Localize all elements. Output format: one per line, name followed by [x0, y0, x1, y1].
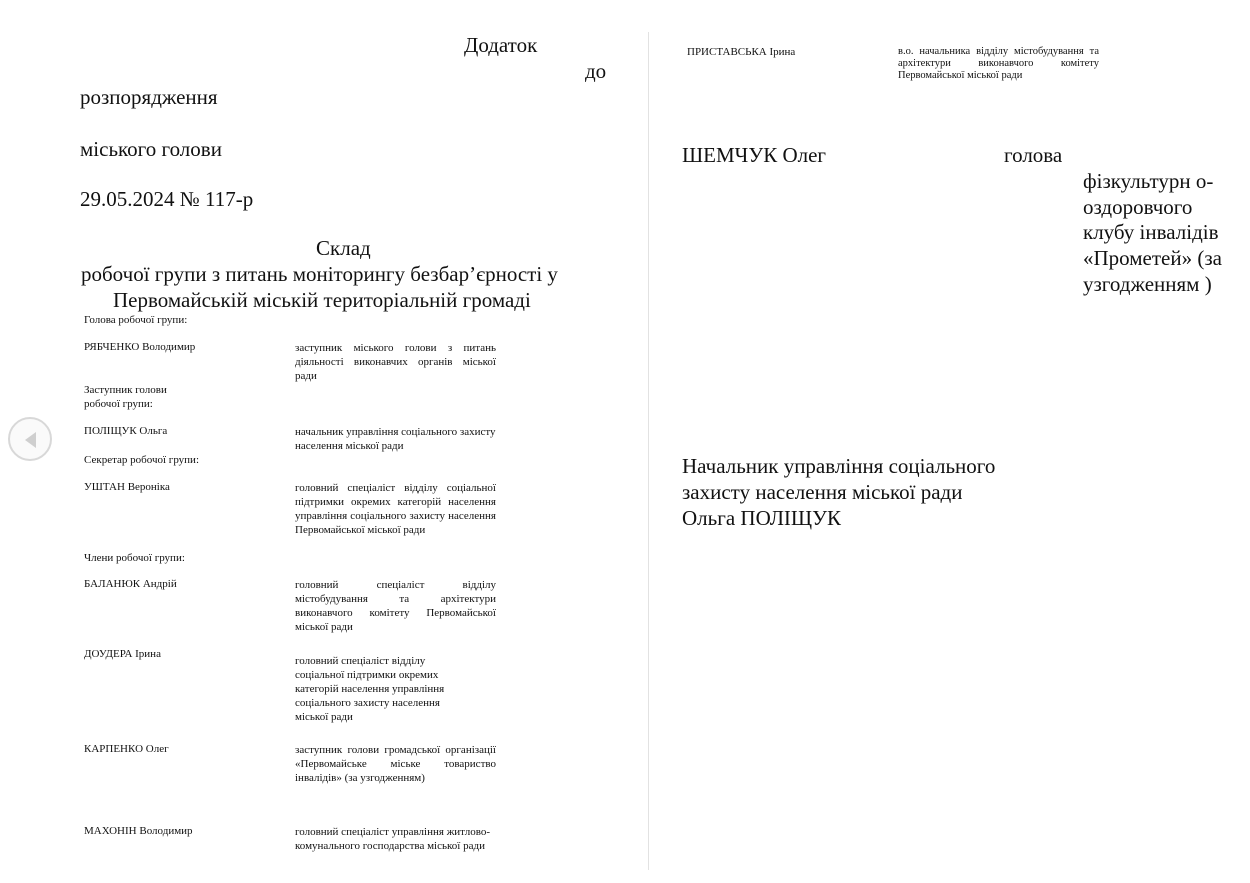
signature-line-1: Начальник управління соціального	[682, 454, 996, 478]
doc-title: Склад	[316, 236, 371, 260]
member-name: МАХОНІН Володимир	[84, 825, 193, 837]
addendum-label: Додаток	[464, 33, 538, 57]
mayor-label: міського голови	[80, 137, 222, 161]
doc-subtitle-2: Первомайській міській територіальній громаді	[113, 288, 531, 312]
member-name: БАЛАНЮК Андрій	[84, 578, 177, 590]
member-name: ДОУДЕРА Ірина	[84, 648, 161, 660]
section-deputy-1: Заступник голови	[84, 384, 167, 396]
member-position-large-first: голова	[1004, 143, 1063, 167]
member-position: заступник голови громадської організації «Первомайське міське товариство інвалідів» (за узгодженням)	[295, 744, 496, 784]
member-name: УШТАН Вероніка	[84, 481, 170, 493]
member-position: головний спеціаліст відділу містобудування та архітектури виконавчого комітету Первомайської міської ради	[295, 579, 496, 633]
signature-line-2: захисту населення міської ради	[682, 480, 963, 504]
member-position-large: фізкультурн о- оздоровчого клубу інвалідів «Прометей» (за узгодженням )	[1083, 169, 1222, 296]
doc-subtitle-1: робочої групи з питань моніторингу безбар’єрності у	[81, 262, 558, 286]
member-position: головний спеціаліст відділу соціальної підтримки окремих категорій населення управління соціального захисту населення міської ради	[295, 655, 445, 723]
member-position: заступник міського голови з питань діяльності виконавчих органів міської ради	[295, 342, 496, 382]
member-position: в.о. начальника відділу містобудування та архітектури виконавчого комітету Первомайської міської ради	[898, 46, 1099, 81]
member-name-large: ШЕМЧУК Олег	[682, 143, 827, 167]
section-secretary: Секретар робочої групи:	[84, 454, 200, 466]
section-deputy-2: робочої групи:	[84, 398, 153, 410]
member-position: начальник управління соціального захисту населення міської ради	[295, 426, 496, 452]
signature-name: Ольга ПОЛІЩУК	[682, 506, 841, 530]
section-members: Члени робочої групи:	[84, 552, 185, 564]
page-divider	[648, 32, 649, 870]
member-name: ПОЛІЩУК Ольга	[84, 425, 168, 437]
member-name: РЯБЧЕНКО Володимир	[84, 341, 196, 353]
member-name: КАРПЕНКО Олег	[84, 743, 169, 755]
previous-page-button[interactable]	[8, 417, 52, 461]
section-head: Голова робочої групи:	[84, 314, 188, 326]
member-position: головний спеціаліст управління житлово-комунального господарства міської ради	[295, 826, 490, 852]
member-position: головний спеціаліст відділу соціальної підтримки окремих категорій населення управління соціального захисту населення Первомайської міської ради	[295, 482, 496, 536]
member-name: ПРИСТАВСЬКА Ірина	[687, 46, 796, 58]
addendum-to: до	[585, 59, 607, 83]
order-date-number: 29.05.2024 № 117-р	[80, 187, 254, 211]
order-label: розпорядження	[80, 85, 218, 109]
chevron-left-icon	[22, 430, 40, 450]
